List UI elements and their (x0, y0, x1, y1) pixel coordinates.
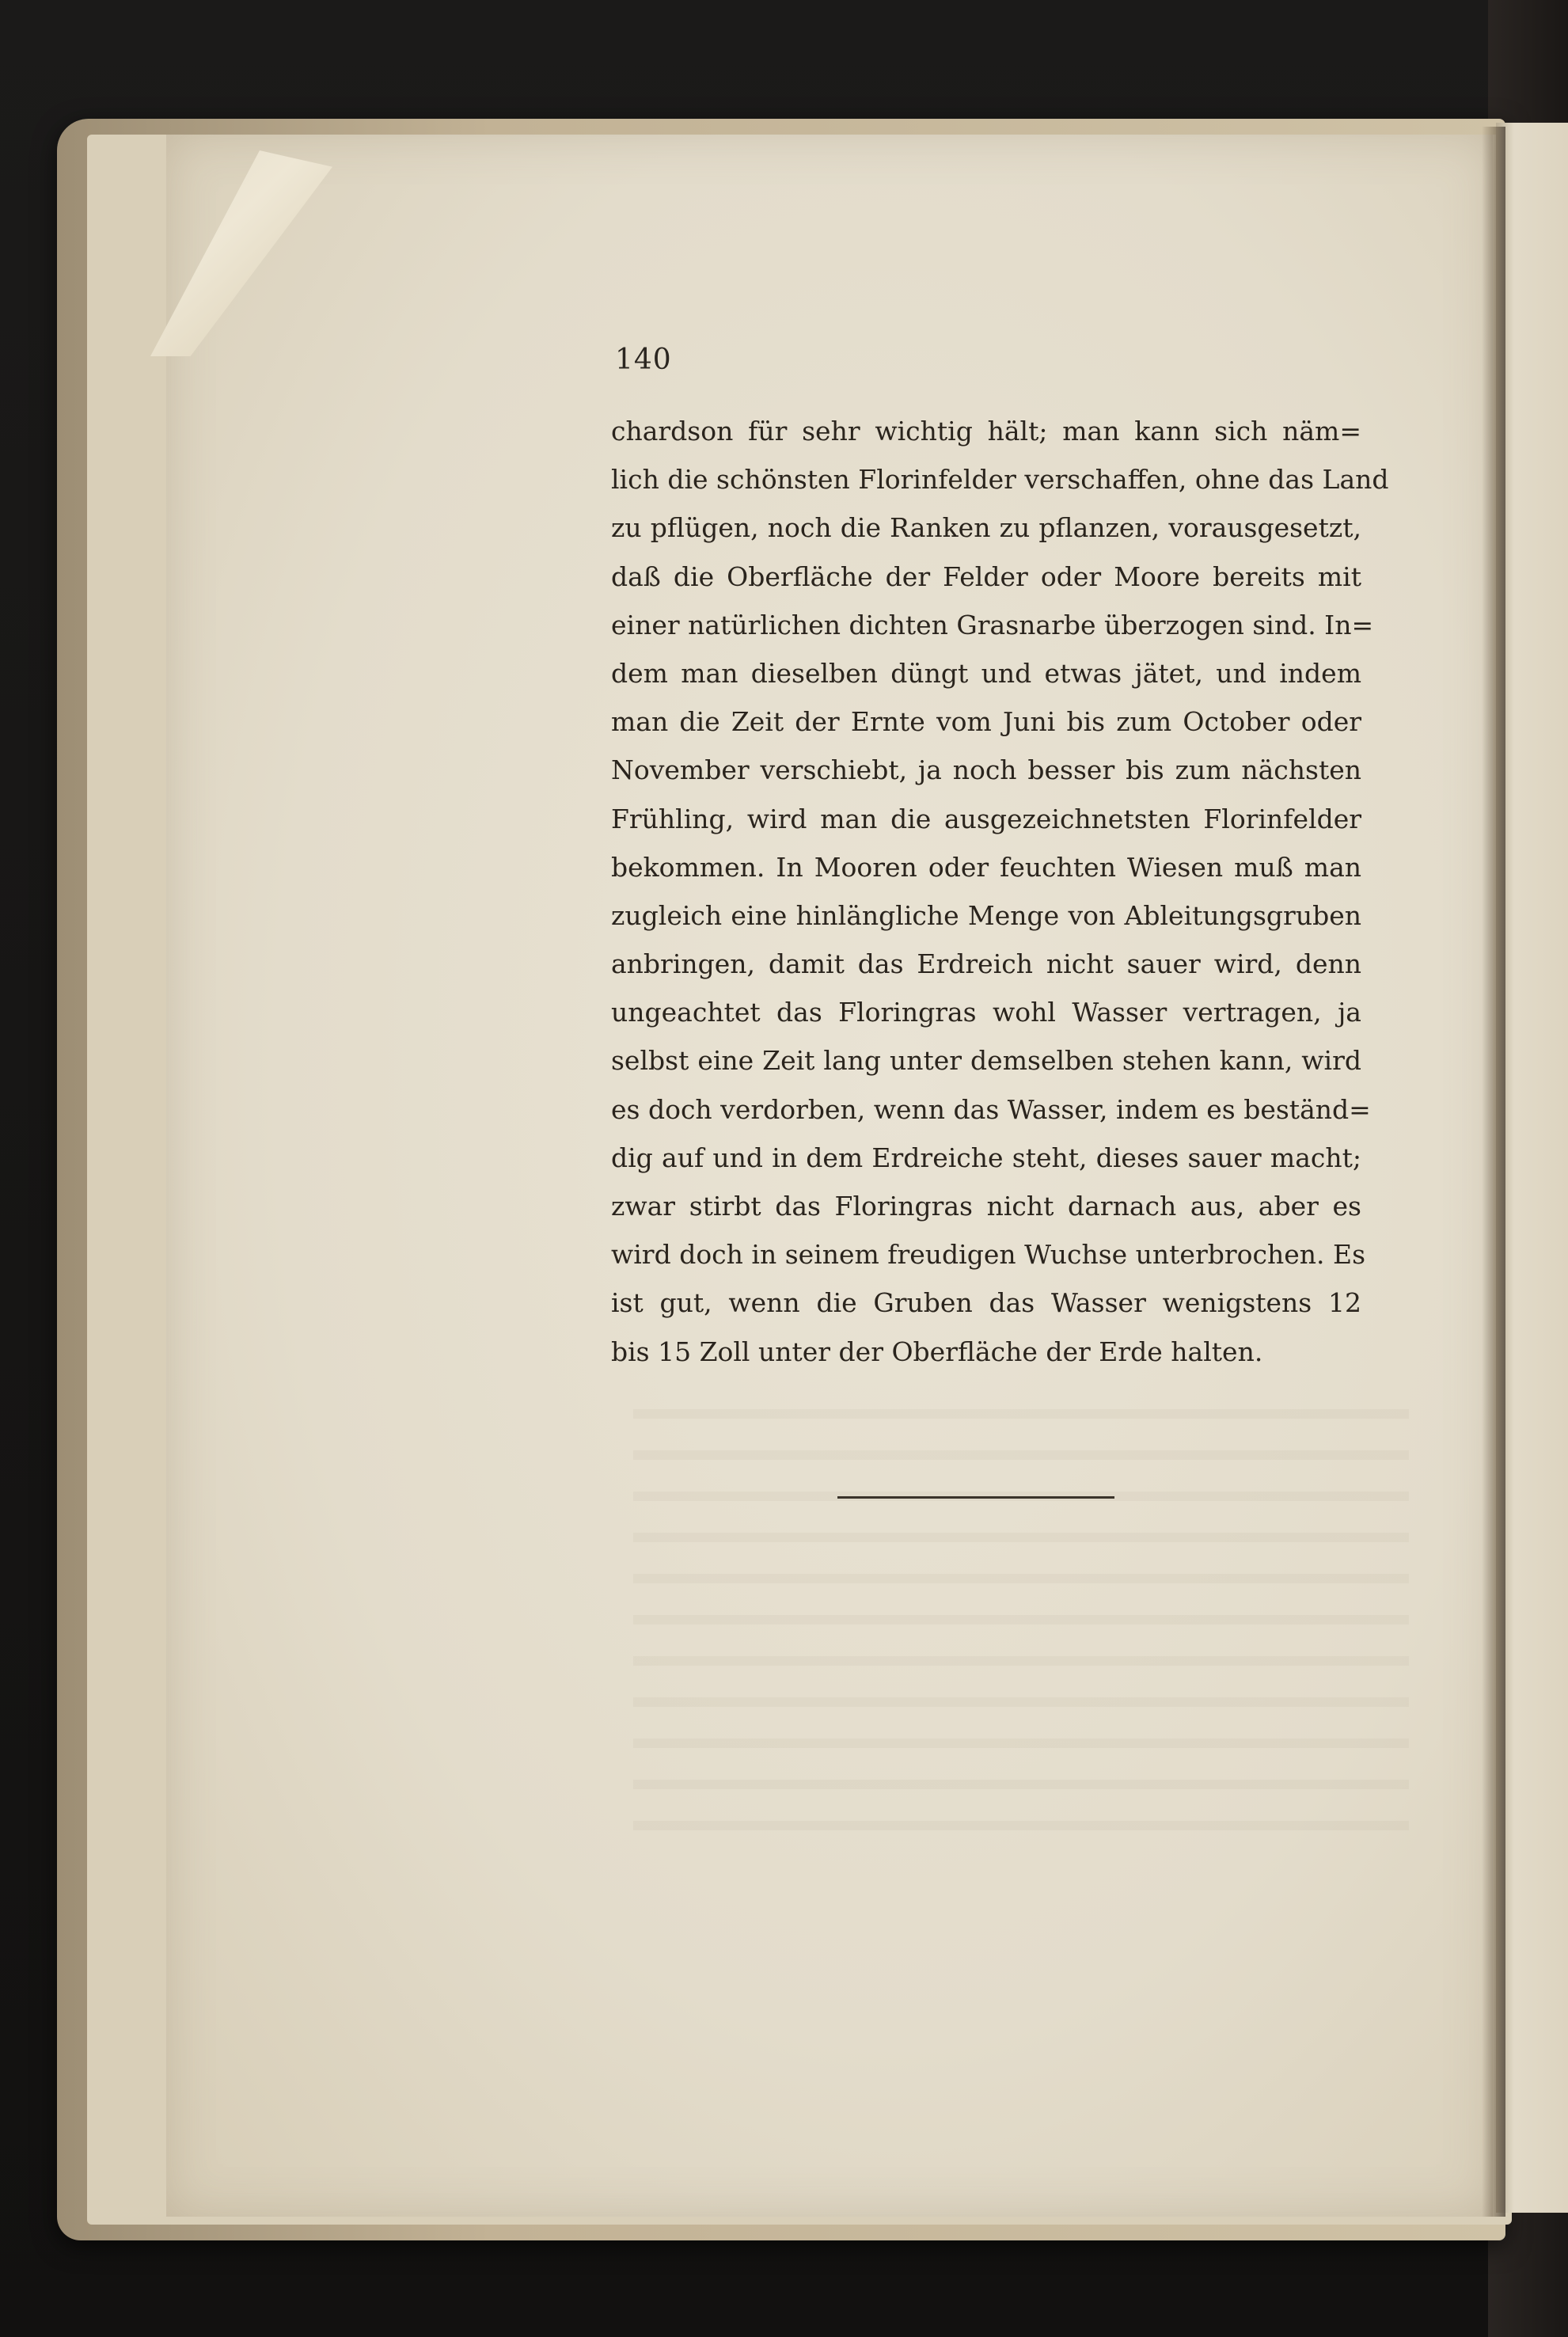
text-line: bekommen. In Mooren oder feuchten Wiesen muß man (611, 851, 1361, 883)
text-line: ungeachtet das Floringras wohl Wasser vertragen, ja (611, 997, 1361, 1028)
text-line: dem man dieselben düngt und etwas jätet, und indem (611, 657, 1361, 689)
text-line: Frühling, wird man die ausgezeichnetsten Florinfelder (611, 803, 1361, 834)
text-line: November verschiebt, ja noch besser bis zum nächsten (611, 754, 1361, 786)
text-line: man die Zeit der Ernte vom Juni bis zum October oder (611, 706, 1361, 738)
text-line: dig auf und in dem Erdreiche steht, dieses sauer macht; (611, 1142, 1361, 1173)
text-line: lich die schönsten Florinfelder verschaffen, ohne das Land (611, 464, 1389, 496)
body-text (611, 407, 1389, 1376)
section-divider (837, 1496, 1114, 1499)
show-through-text (633, 1378, 1409, 1852)
text-line: einer natürlichen dichten Grasnarbe überzogen sind. In= (611, 609, 1374, 640)
text-line: es doch verdorben, wenn das Wasser, indem es beständ= (611, 1093, 1371, 1125)
facing-page (1496, 123, 1568, 2213)
book-gutter (1482, 127, 1505, 2217)
text-line: zugleich eine hinlängliche Menge von Ableitungsgruben (611, 899, 1361, 931)
text-line: zwar stirbt das Floringras nicht darnach aus, aber es (611, 1191, 1361, 1222)
text-line: selbst eine Zeit lang unter demselben stehen kann, wird (611, 1045, 1361, 1077)
text-line: bis 15 Zoll unter der Oberfläche der Erde halten. (611, 1336, 1263, 1367)
text-line: anbringen, damit das Erdreich nicht sauer wird, denn (611, 948, 1361, 980)
text-line: wird doch in seinem freudigen Wuchse unterbrochen. Es (611, 1239, 1366, 1271)
page-number: 140 (615, 344, 672, 376)
text-line: ist gut, wenn die Gruben das Wasser wenigstens 12 (611, 1287, 1361, 1319)
text-line: zu pflügen, noch die Ranken zu pflanzen, vorausgesetzt, (611, 512, 1361, 544)
text-line: chardson für sehr wichtig hält; man kann sich näm= (611, 416, 1361, 446)
text-line: daß die Oberfläche der Felder oder Moore bereits mit (611, 560, 1361, 592)
